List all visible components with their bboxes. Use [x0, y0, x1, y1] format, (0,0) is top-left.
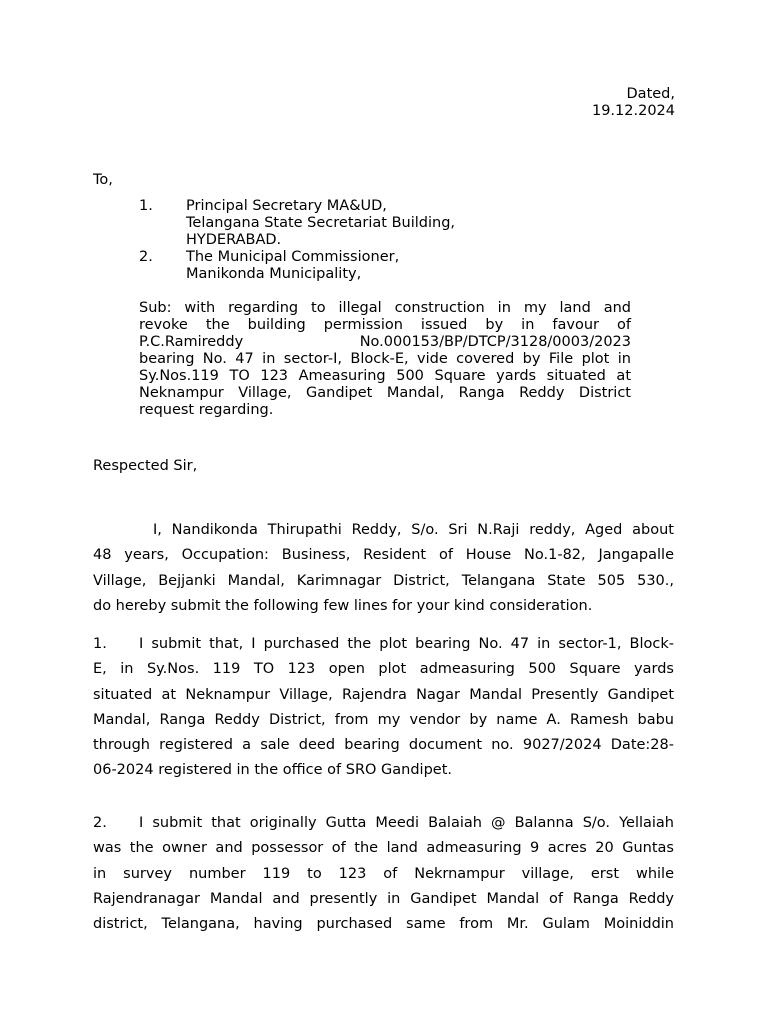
- subject-line: Neknampur Village, Gandipet Mandal, Ranga Reddy District: [139, 385, 631, 401]
- addressee-line: Telangana State Secretariat Building,: [186, 215, 456, 231]
- addressee-number: 1.: [139, 198, 153, 214]
- addressee-list: [139, 198, 455, 283]
- subject-line: Sub: with regarding to illegal construction in my land and: [139, 300, 631, 316]
- intro-line: do hereby submit the following few lines for your kind consideration.: [93, 597, 593, 614]
- paragraph-line: Mandal, Ranga Reddy District, from my vendor by name A. Ramesh babu: [93, 711, 674, 728]
- subject-line: request regarding.: [139, 402, 274, 418]
- intro-paragraph: [93, 518, 674, 619]
- paragraph-line: in survey number 119 to 123 of Nekrnampur village, erst while: [93, 865, 674, 882]
- date-label: Dated,: [626, 86, 675, 102]
- paragraph-line: situated at Neknampur Village, Rajendra Nagar Mandal Presently Gandipet: [93, 686, 674, 703]
- paragraph-line: 1. I submit that, I purchased the plot bearing No. 47 in sector-1, Block-: [93, 632, 674, 657]
- paragraph-line: was the owner and possessor of the land admeasuring 9 acres 20 Guntas: [93, 840, 674, 857]
- date-value: 19.12.2024: [591, 103, 675, 119]
- paragraph-line: 06-2024 registered in the office of SRO Gandipet.: [93, 762, 453, 779]
- intro-line: 48 years, Occupation: Business, Resident of House No.1-82, Jangapalle: [93, 547, 674, 564]
- subject-block: [139, 300, 631, 419]
- addressee-line: HYDERABAD.: [186, 232, 282, 248]
- paragraph-number: 2.: [93, 815, 107, 831]
- date-block: [592, 86, 675, 120]
- paragraph-line: E, in Sy.Nos. 119 TO 123 open plot admeasuring 500 Square yards: [93, 661, 674, 678]
- subject-line: Sy.Nos.119 TO 123 Ameasuring 500 Square yards situated at: [139, 368, 631, 384]
- intro-line: I, Nandikonda Thirupathi Reddy, S/o. Sri N.Raji reddy, Aged about: [153, 522, 674, 538]
- to-label: To,: [93, 172, 113, 188]
- intro-line: Village, Bejjanki Mandal, Karimnagar District, Telangana State 505 530.,: [93, 572, 674, 589]
- subject-line: revoke the building permission issued by in favour of: [139, 317, 631, 333]
- subject-line: P.C.Ramireddy No.000153/BP/DTCP/3128/0003/2023: [139, 334, 631, 350]
- paragraph-line: through registered a sale deed bearing document no. 9027/2024 Date:28-: [93, 737, 674, 754]
- paragraph-line: Rajendranagar Mandal and presently in Gandipet Mandal of Ranga Reddy: [93, 890, 674, 907]
- addressee-number: 2.: [139, 249, 153, 265]
- paragraph-number: 1.: [93, 636, 107, 652]
- addressee-item: [139, 198, 455, 249]
- salutation: Respected Sir,: [93, 458, 198, 474]
- subject-line: bearing No. 47 in sector-I, Block-E, vide covered by File plot in: [139, 351, 631, 367]
- paragraph-1: [93, 632, 674, 784]
- paragraph-2: [93, 811, 674, 937]
- addressee-line: The Municipal Commissioner,: [186, 249, 400, 265]
- addressee-item: [139, 249, 455, 283]
- addressee-line: Principal Secretary MA&UD,: [186, 198, 387, 214]
- paragraph-line: district, Telangana, having purchased same from Mr. Gulam Moiniddin: [93, 916, 674, 933]
- paragraph-line: 2. I submit that originally Gutta Meedi Balaiah @ Balanna S/o. Yellaiah: [93, 811, 674, 836]
- addressee-line: Manikonda Municipality,: [186, 266, 362, 282]
